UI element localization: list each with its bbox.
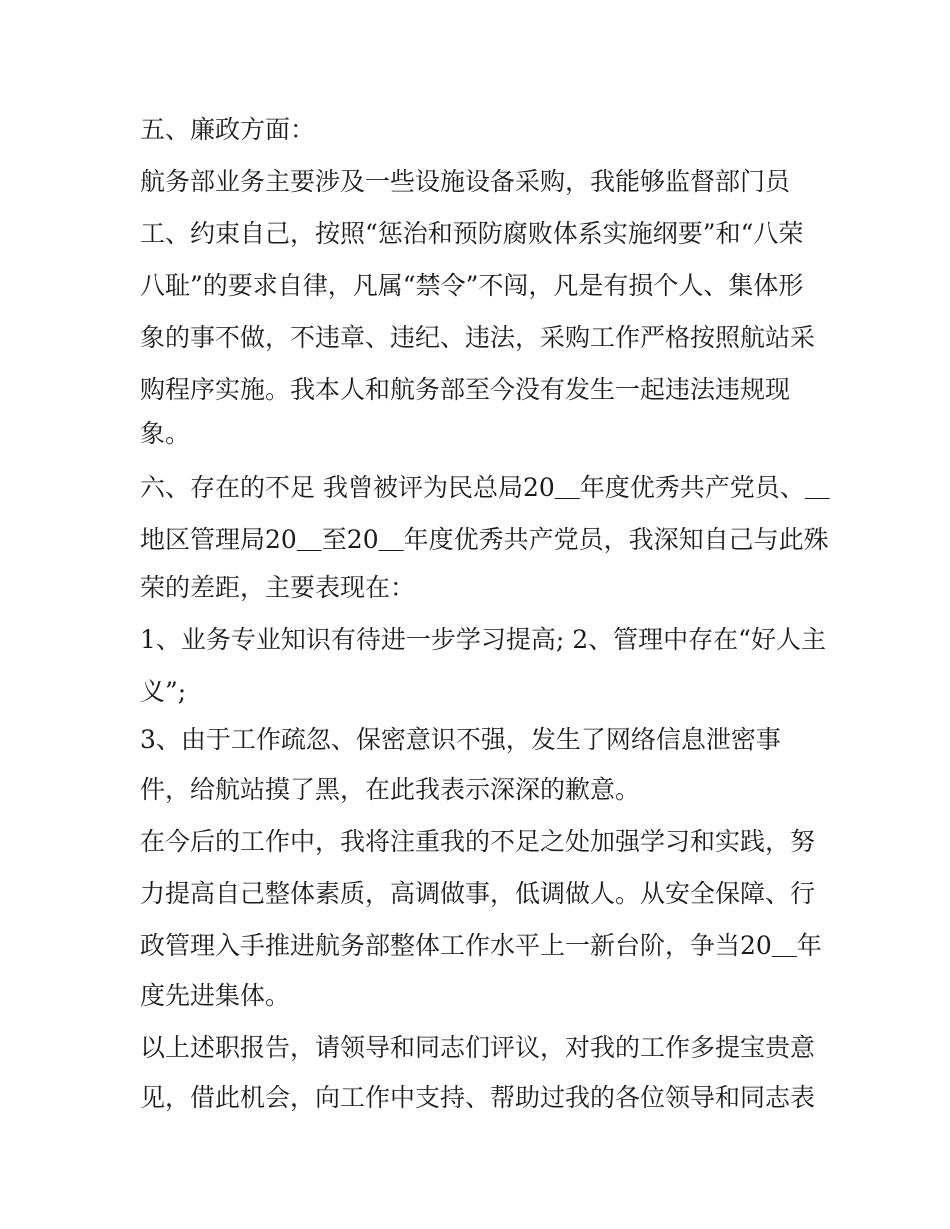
text-line: 力提高自己整体素质，高调做事，低调做人。从安全保障、行 <box>140 879 816 908</box>
text-line: 政管理入手推进航务部整体工作水平上一新台阶，争当20＿年 <box>140 931 822 960</box>
text-line: 度先进集体。 <box>140 981 291 1010</box>
text-line: 六、存在的不足 我曾被评为民总局20＿年度优秀共产党员、＿ <box>140 473 830 502</box>
text-line: 工、约束自己，按照“惩治和预防腐败体系实施纲要”和“八荣 <box>140 219 804 248</box>
text-line: 3、由于工作疏忽、保密意识不强，发生了网络信息泄密事 <box>140 725 781 754</box>
text-line: 地区管理局20＿至20＿年度优秀共产党员，我深知自己与此殊 <box>140 525 829 554</box>
text-line: 象。 <box>140 419 191 448</box>
text-line: 在今后的工作中，我将注重我的不足之处加强学习和实践，努 <box>140 827 816 856</box>
text-line: 见，借此机会，向工作中支持、帮助过我的各位领导和同志表 <box>140 1083 816 1112</box>
text-line: 八耻”的要求自律，凡属“禁令”不闯，凡是有损个人、集体形 <box>140 271 804 300</box>
text-line: 购程序实施。我本人和航务部至今没有发生一起违法违规现 <box>140 375 791 404</box>
text-line: 荣的差距，主要表现在： <box>140 573 416 602</box>
text-line: 1、业务专业知识有待进一步学习提高; 2、管理中存在“好人主 <box>140 625 826 654</box>
text-line: 义”; <box>140 677 187 706</box>
text-line: 五、廉政方面： <box>140 115 316 144</box>
text-line: 航务部业务主要涉及一些设施设备采购，我能够监督部门员 <box>140 167 791 196</box>
text-line: 以上述职报告，请领导和同志们评议，对我的工作多提宝贵意 <box>140 1033 816 1062</box>
text-line: 件，给航站摸了黑，在此我表示深深的歉意。 <box>140 775 641 804</box>
text-line: 象的事不做，不违章、违纪、违法，采购工作严格按照航站采 <box>140 323 816 352</box>
